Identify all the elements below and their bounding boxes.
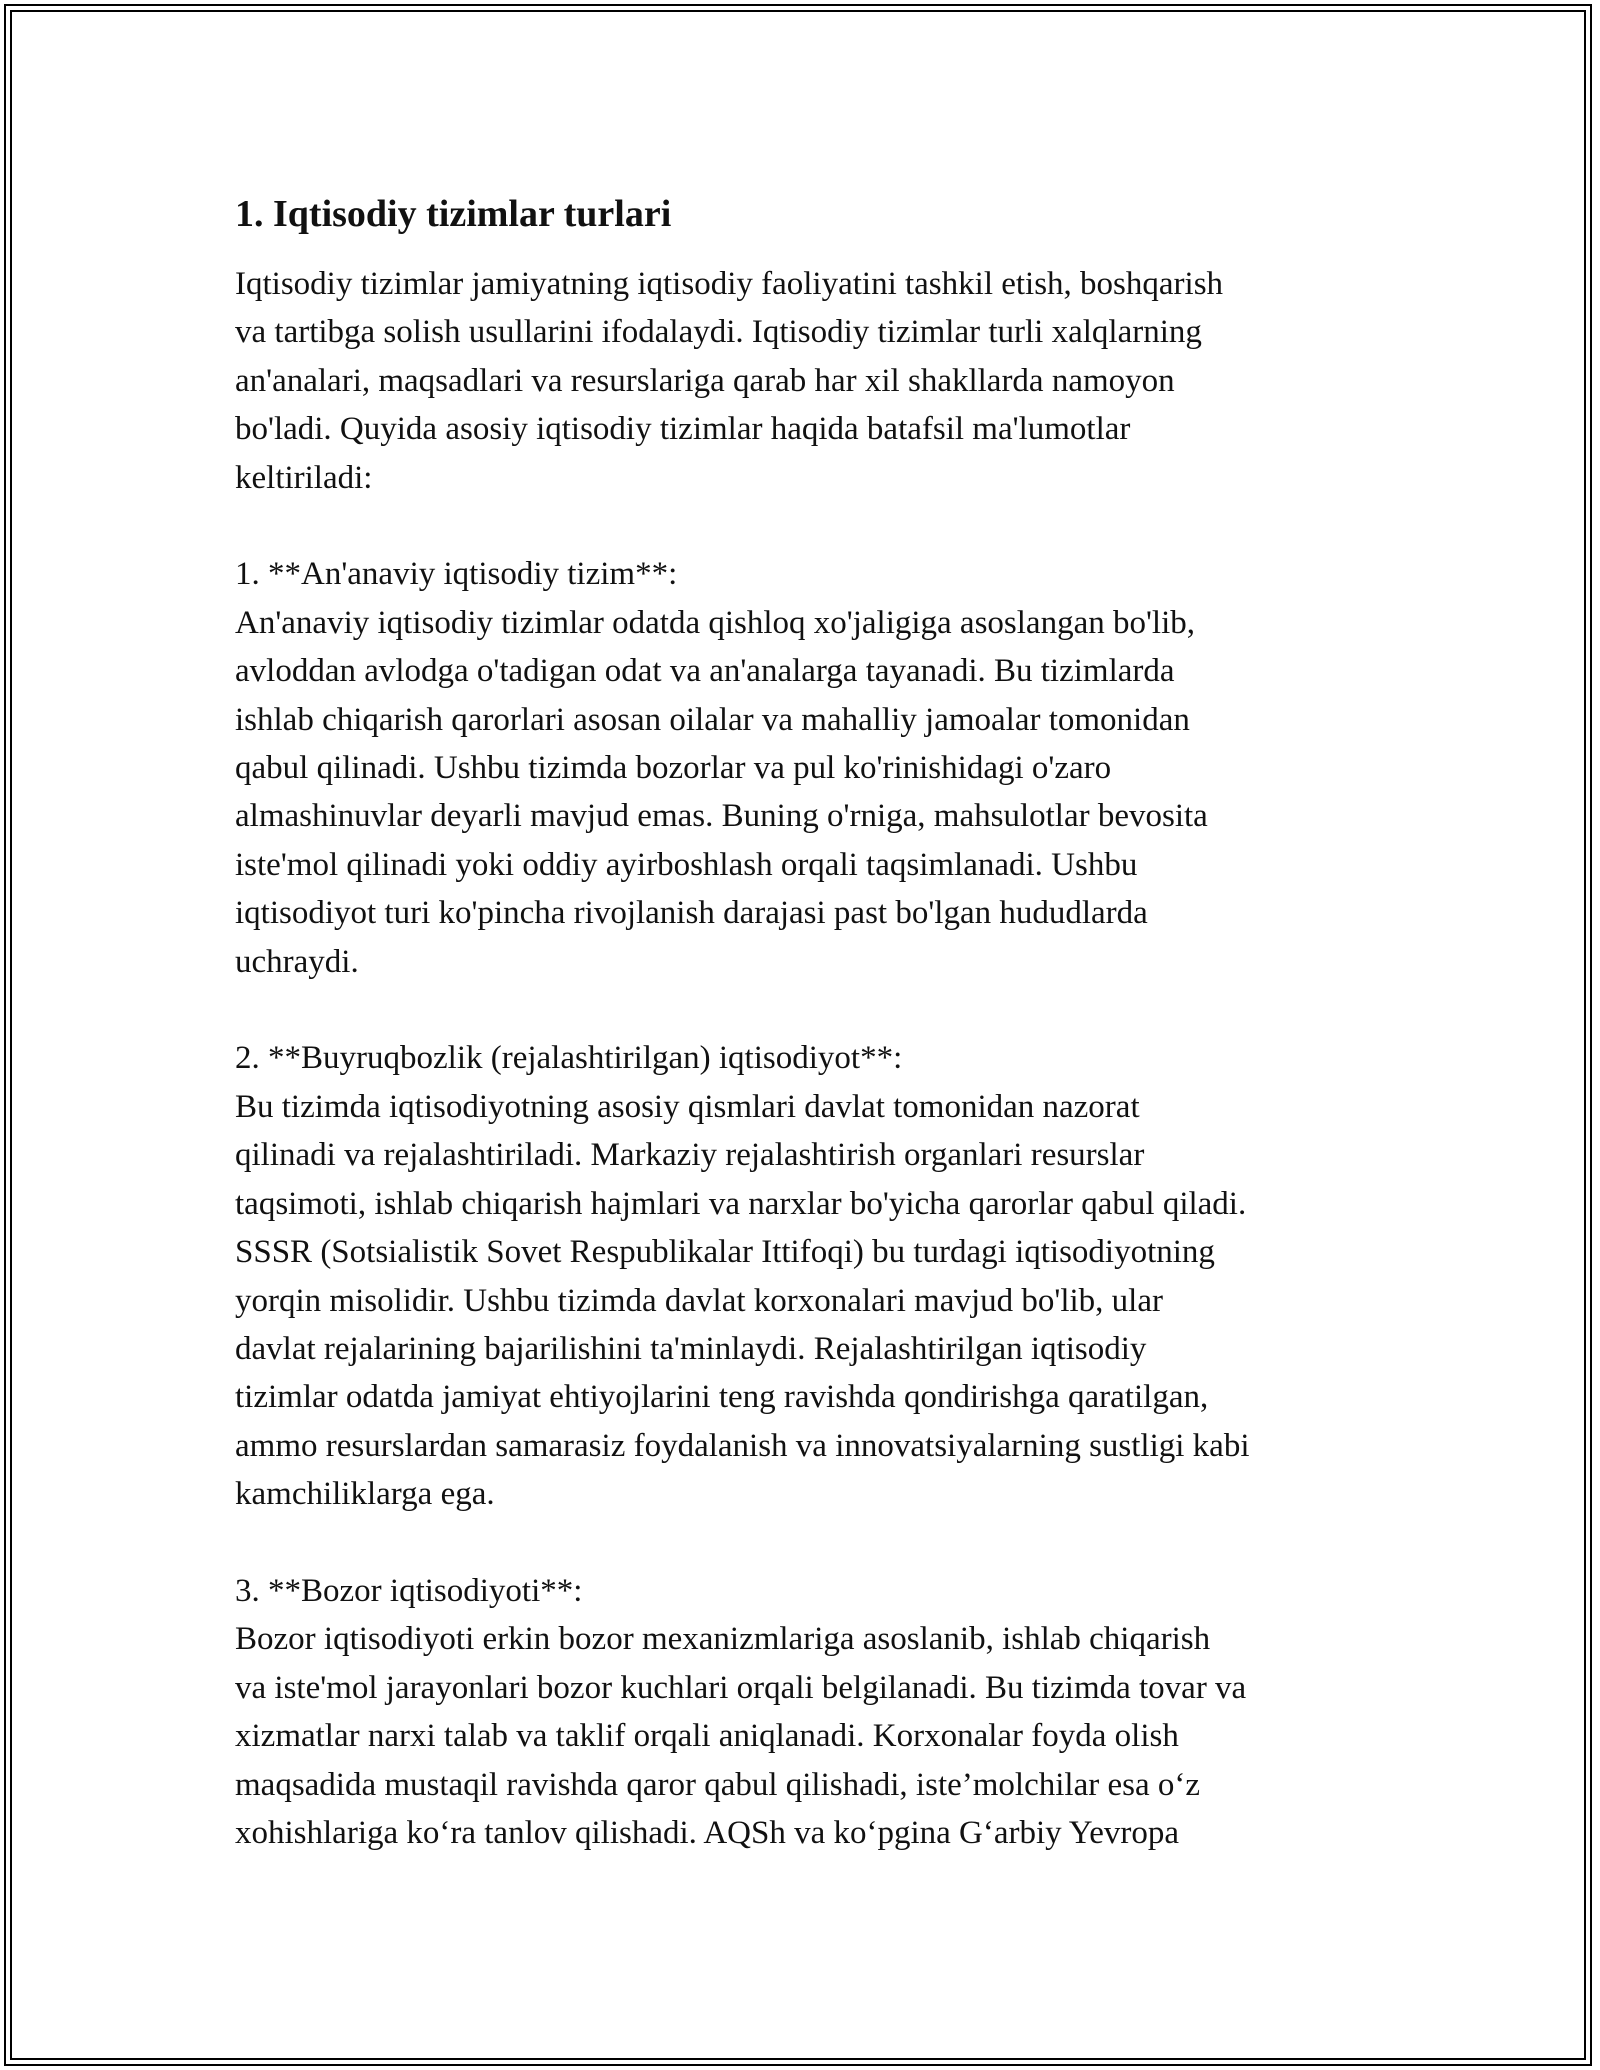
section-title: 3. **Bozor iqtisodiyoti**: [235,1572,583,1609]
intro-paragraph: Iqtisodiy tizimlar jamiyatning iqtisodiy faoliyatini tashkil etish, boshqarish va tartibga solish usullarini ifodalaydi. Iqtisodiy tizimlar turli xalqlarning an'analari, maqsadlari va resurslariga qarab har xil shakllarda namoyon bo'ladi. Quyida asosiy iqtisodiy tizimlar haqida batafsil ma'lumotlar keltiriladi: [235,266,1224,496]
section-traditional-economy [235,550,1365,986]
section-market-economy [235,1567,1365,1857]
section-title: 1. **An'anaviy iqtisodiy tizim**: [235,556,678,593]
document-heading: 1. Iqtisodiy tizimlar turlari [235,193,672,235]
section-title: 2. **Buyruqbozlik (rejalashtirilgan) iqtisodiyot**: [235,1040,903,1077]
section-body: An'anaviy iqtisodiy tizimlar odatda qishloq xo'jaligiga asoslangan bo'lib, avloddan avlodga o'tadigan odat va an'analarga tayanadi. Bu tizimlarda ishlab chiqarish qarorlari asosan oilalar va mahalliy jamoalar tomonidan qabul qilinadi. Ushbu tizimda bozorlar va pul ko'rinishidagi o'zaro almashinuvlar deyarli mavjud emas. Buning o'rniga, mahsulotlar bevosita iste'mol qilinadi yoki oddiy ayirboshlash orqali taqsimlanadi. Ushbu iqtisodiyot turi ko'pincha rivojlanish darajasi past bo'lgan hududlarda uchraydi. [235,604,1208,980]
section-body: Bozor iqtisodiyoti erkin bozor mexanizmlariga asoslanib, ishlab chiqarish va iste'mol jarayonlari bozor kuchlari orqali belgilanadi. Bu tizimda tovar va xizmatlar narxi talab va taklif orqali aniqlanadi. Korxonalar foyda olish maqsadida mustaqil ravishda qaror qabul qilishadi, iste’molchilar esa o‘z xohishlariga ko‘ra tanlov qilishadi. AQSh va ko‘pgina G‘arbiy Yevropa [235,1621,1247,1851]
document-content [235,186,1365,1857]
section-body: Bu tizimda iqtisodiyotning asosiy qismlari davlat tomonidan nazorat qilinadi va rejalashtiriladi. Markaziy rejalashtirish organlari resurslar taqsimoti, ishlab chiqarish hajmlari va narxlar bo'yicha qarorlar qabul qiladi. SSSR (Sotsialistik Sovet Respublikalar Ittifoqi) bu turdagi iqtisodiyotning yorqin misolidir. Ushbu tizimda davlat korxonalari mavjud bo'lib, ular davlat rejalarining bajarilishini ta'minlaydi. Rejalashtirilgan iqtisodiy tizimlar odatda jamiyat ehtiyojlarini teng ravishda qondirishga qaratilgan, ammo resurslardan samarasiz foydalanish va innovatsiyalarning sustligi kabi kamchiliklarga ega. [235,1088,1250,1513]
section-command-economy [235,1034,1365,1518]
